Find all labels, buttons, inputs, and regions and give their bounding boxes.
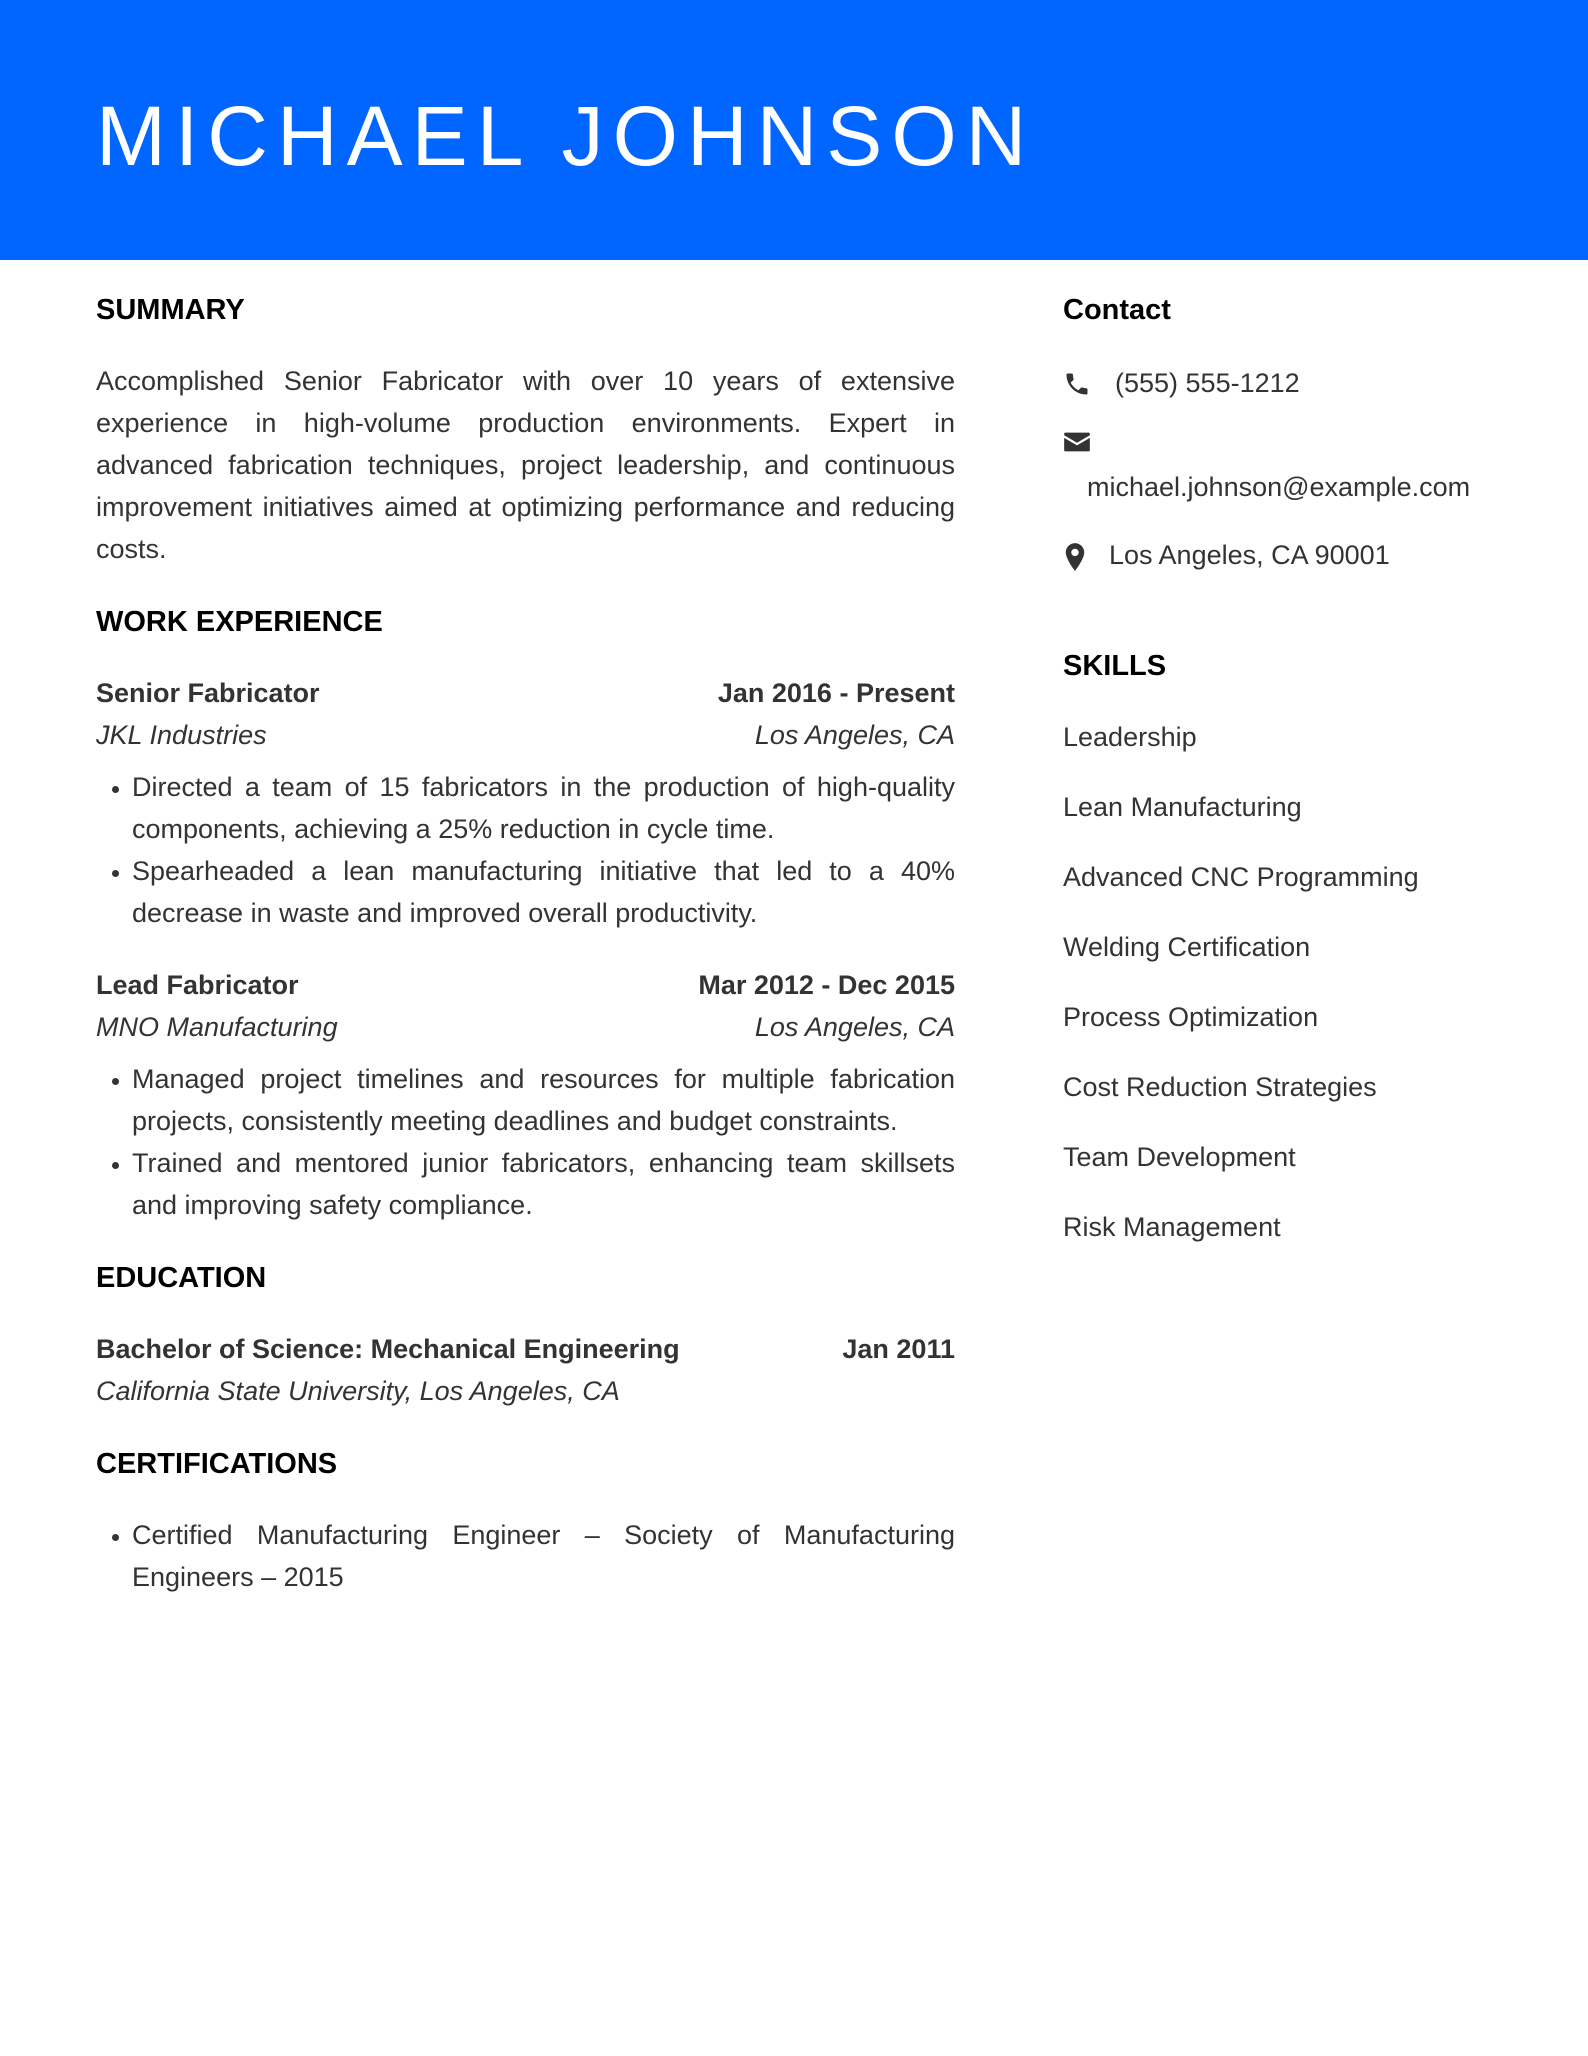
work-experience-heading: WORK EXPERIENCE [96,606,383,638]
phone-icon [1063,364,1093,402]
job-dates: Mar 2012 - Dec 2015 [698,970,955,1000]
education-heading: EDUCATION [96,1262,267,1294]
job-location: Los Angeles, CA [754,1012,955,1042]
header-banner [0,0,1588,260]
contact-heading: Contact [1063,294,1171,326]
candidate-name: MICHAEL JOHNSON [96,89,1036,183]
job-entry [96,672,955,934]
map-pin-icon [1063,536,1093,574]
skill-item: Welding Certification [1063,932,1311,962]
education-section [96,1258,955,1412]
education-degree: Bachelor of Science: Mechanical Engineering [96,1334,680,1364]
job-bullet: • Spearheaded a lean manufacturing initiative that led to a 40% decrease in waste and improved overall productivity. [132,850,955,934]
skill-item: Cost Reduction Strategies [1063,1072,1377,1102]
sidebar-column [1063,290,1523,1246]
job-bullet: • Directed a team of 15 fabricators in the production of high-quality components, achieving a 25% reduction in cycle time. [132,766,955,850]
skill-item: Lean Manufacturing [1063,792,1302,822]
contact-location-text: Los Angeles, CA 90001 [1109,540,1390,570]
job-bullets [96,1058,955,1226]
skills-list [1063,718,1523,1246]
skills-section [1063,646,1523,1246]
education-school: California State University, Los Angeles, CA [96,1376,620,1406]
summary-text: Accomplished Senior Fabricator with over 10 years of extensive experience in high-volume production environments. Expert in advanced fabrication techniques, project leadership, and continuous improvement initiatives aimed at optimizing performance and reducing costs. [96,366,955,564]
job-entry [96,964,955,1226]
skill-item: Leadership [1063,722,1197,752]
job-role: Lead Fabricator [96,970,299,1000]
job-company: MNO Manufacturing [96,1012,338,1042]
job-bullet: • Managed project timelines and resources for multiple fabrication projects, consistently meeting deadlines and budget constraints. [132,1058,955,1142]
main-column [96,290,955,1598]
summary-heading: SUMMARY [96,294,245,326]
job-dates: Jan 2016 - Present [717,678,955,708]
job-company: JKL Industries [96,720,267,750]
skill-item: Risk Management [1063,1212,1281,1242]
certifications-heading: CERTIFICATIONS [96,1448,338,1480]
work-experience-section [96,602,955,1226]
skill-item: Process Optimization [1063,1002,1319,1032]
skill-item: Team Development [1063,1142,1296,1172]
contact-phone-text: (555) 555-1212 [1115,368,1300,398]
contact-phone [1063,364,1523,402]
certifications-list [96,1514,955,1598]
job-location: Los Angeles, CA [754,720,955,750]
skill-item: Advanced CNC Programming [1063,862,1419,892]
job-role: Senior Fabricator [96,678,320,708]
contact-section [1063,290,1523,574]
skills-heading: SKILLS [1063,650,1167,682]
job-bullet: • Trained and mentored junior fabricators, enhancing team skillsets and improving safety compliance. [132,1142,955,1226]
envelope-icon [1063,430,1093,460]
contact-email-text: michael.johnson@example.com [1087,472,1471,502]
summary-section [96,290,955,570]
certification-item: • Certified Manufacturing Engineer – Society of Manufacturing Engineers – 2015 [132,1514,955,1598]
certifications-section [96,1444,955,1598]
contact-location [1063,536,1523,574]
contact-email [1063,430,1523,506]
job-bullets [96,766,955,934]
education-date: Jan 2011 [842,1334,955,1364]
